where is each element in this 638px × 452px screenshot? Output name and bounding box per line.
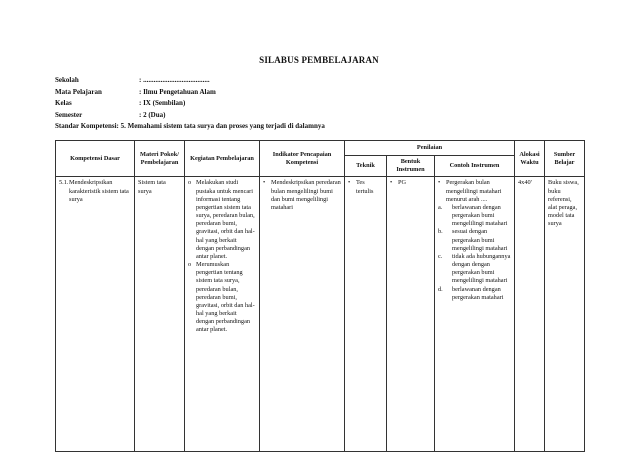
bentuk-text: PG: [398, 179, 407, 187]
option-mark: d.: [438, 285, 443, 293]
cell-sumber: Buku siswa, buku referensi, alat peraga, model tata surya: [545, 177, 585, 452]
cell-indikator: [260, 177, 345, 452]
teknik-text: Tes tertulis: [356, 179, 374, 195]
option-mark: a.: [438, 203, 443, 211]
header-sumber: Sumber Belajar: [545, 141, 585, 177]
kd-number: 5.1.: [59, 179, 69, 187]
bullet-icon: •: [438, 179, 441, 187]
list-item: [438, 204, 511, 229]
meta-label: Sekolah: [55, 76, 79, 84]
header-bentuk: Bentuk Instrumen: [387, 156, 435, 177]
option-text: berlawanan dengan pergerakan bumi mengelilingi matahari: [452, 203, 508, 228]
cell-teknik: [345, 177, 387, 452]
header-penilaian: Penilaian: [345, 141, 515, 156]
option-text: sesuai dengan pergerakan bumi mengelilingi matahari: [452, 228, 508, 252]
list-item: [438, 253, 511, 286]
cell-kompetensi-dasar: [56, 177, 135, 452]
meta-value: : 2 (Dua): [139, 110, 166, 119]
bullet-icon: •: [263, 179, 266, 187]
meta-label: Mata Pelajaran: [55, 87, 102, 96]
bullet-icon: •: [348, 179, 351, 187]
header-kegiatan: Kegiatan Pembelajaran: [185, 141, 260, 177]
header-indikator: Indikator Pencapaian Kompetensi: [260, 141, 345, 177]
bullet-icon: •: [390, 179, 393, 187]
list-item: [438, 228, 511, 253]
kd-text: Mendeskripsikan karakteristik sistem tata surya: [69, 179, 129, 203]
standard-competency: Standar Kompetensi: 5. Memahami sistem tata surya dan proses yang terjadi di dalamnya: [55, 122, 325, 130]
meta-label: Semester: [55, 110, 83, 119]
option-text: tidak ada hubungannya dengan dengan pergerakan bumi mengelilingi matahari: [452, 252, 511, 285]
meta-label: Kelas: [55, 99, 72, 107]
header-materi: Materi Pokok/ Pembelajaran: [135, 141, 185, 177]
syllabus-table: [55, 140, 585, 452]
header-teknik: Teknik: [345, 156, 387, 177]
header-contoh: Contoh Instrumen: [435, 156, 515, 177]
option-mark: c.: [438, 252, 443, 260]
cell-bentuk: [387, 177, 435, 452]
cell-materi: Sistem tata surya: [135, 177, 185, 452]
cell-contoh: [435, 177, 515, 452]
meta-value: : Ilmu Pengetahuan Alam: [139, 87, 216, 96]
indikator-text: Mendeskripsikan peredaran bulan mengelilingi bumi dan bumi mengelilingi matahari: [271, 179, 341, 211]
kegiatan-text: Merumuskan pengertian tentang sistem tata surya, peredaran bulan, peredaran bumi, gravitasi, orbit dan hal-hal yang berkait dengan perbandingan antar planet.: [196, 261, 255, 334]
meta-value: : ......................................: [139, 76, 210, 84]
cell-alokasi: 4x40': [515, 177, 545, 452]
circle-bullet-icon: o: [188, 179, 192, 187]
kegiatan-text: Melakukan studi pustaka untuk mencari informasi tentang pengertian sistem tata surya, peredaran bulan, peredaran bumi, gravitasi, orbit dan hal-hal yang berkait dengan perbandingan antar planet.: [196, 179, 255, 260]
meta-value: : IX (Sembilan): [139, 99, 186, 107]
circle-bullet-icon: o: [188, 261, 192, 269]
table-row: [56, 177, 585, 452]
list-item: [438, 286, 511, 302]
page-title: SILABUS PEMBELAJARAN: [259, 55, 379, 65]
cell-kegiatan: [185, 177, 260, 452]
contoh-intro: Pergerakan bulan mengelilingi matahari menurut arah ....: [446, 179, 502, 203]
list-item: [188, 261, 256, 335]
option-mark: b.: [438, 228, 443, 236]
option-text: berlawanan dengan pergerakan matahari: [452, 285, 504, 301]
list-item: [188, 179, 256, 261]
header-alokasi: Alokasi Waktu: [515, 141, 545, 177]
header-kompetensi-dasar: Kompetensi Dasar: [56, 141, 135, 177]
